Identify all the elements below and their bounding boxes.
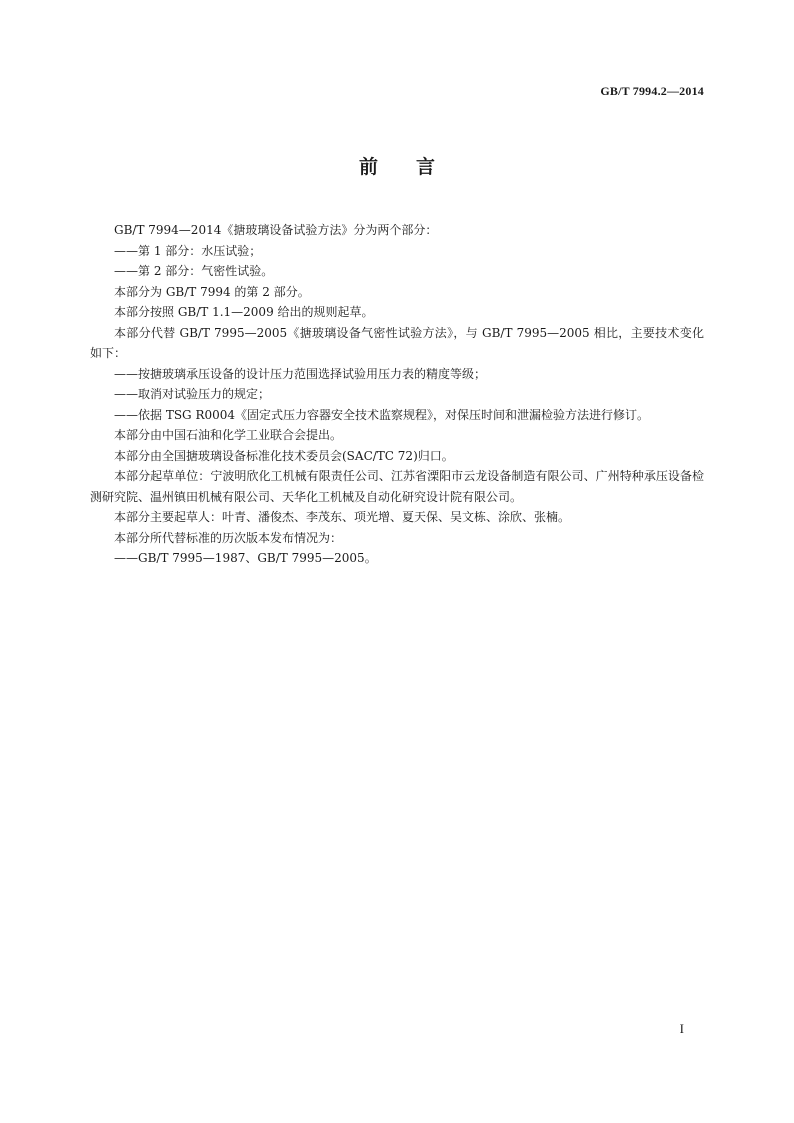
- title-char-2: 言: [416, 156, 436, 178]
- paragraph: 本部分主要起草人：叶青、潘俊杰、李茂东、项光增、夏天保、吴文栋、涂欣、张楠。: [114, 510, 571, 524]
- paragraph: ——GB/T 7995—1987、GB/T 7995—2005。: [114, 551, 377, 565]
- foreword-body: [90, 220, 704, 569]
- paragraph: ——第 1 部分：水压试验；: [114, 243, 262, 258]
- paragraph: 本部分由全国搪玻璃设备标准化技术委员会(SAC/TC 72)归口。: [114, 448, 454, 463]
- paragraph: ——取消对试验压力的规定；: [114, 387, 271, 401]
- paragraph: 本部分按照 GB/T 1.1—2009 给出的规则起草。: [114, 305, 374, 319]
- paragraph: 本部分起草单位：宁波明欣化工机械有限责任公司、江苏省溧阳市云龙设备制造有限公司、广州特种承压设备检测研究院、温州镇田机械有限公司、天华化工机械及自动化研究设计院有限公司。: [90, 469, 704, 504]
- page-title: [0, 152, 794, 179]
- paragraph: ——第 2 部分：气密性试验。: [114, 264, 274, 278]
- paragraph: ——依据 TSG R0004《固定式压力容器安全技术监察规程》，对保压时间和泄漏检验方法进行修订。: [114, 407, 650, 422]
- paragraph: GB/T 7994—2014《搪玻璃设备试验方法》分为两个部分：: [114, 223, 438, 237]
- paragraph: 本部分所代替标准的历次版本发布情况为：: [114, 530, 343, 545]
- paragraph: 本部分为 GB/T 7994 的第 2 部分。: [114, 284, 310, 299]
- paragraph: 本部分由中国石油和化学工业联合会提出。: [114, 428, 343, 442]
- title-char-1: 前: [358, 156, 378, 178]
- paragraph: 本部分代替 GB/T 7995—2005《搪玻璃设备气密性试验方法》，与 GB/T 7995—2005 相比，主要技术变化如下：: [90, 325, 704, 360]
- page-number: I: [679, 1021, 684, 1036]
- paragraph: ——按搪玻璃承压设备的设计压力范围选择试验用压力表的精度等级；: [114, 366, 487, 381]
- standard-number: GB/T 7994.2—2014: [600, 84, 704, 98]
